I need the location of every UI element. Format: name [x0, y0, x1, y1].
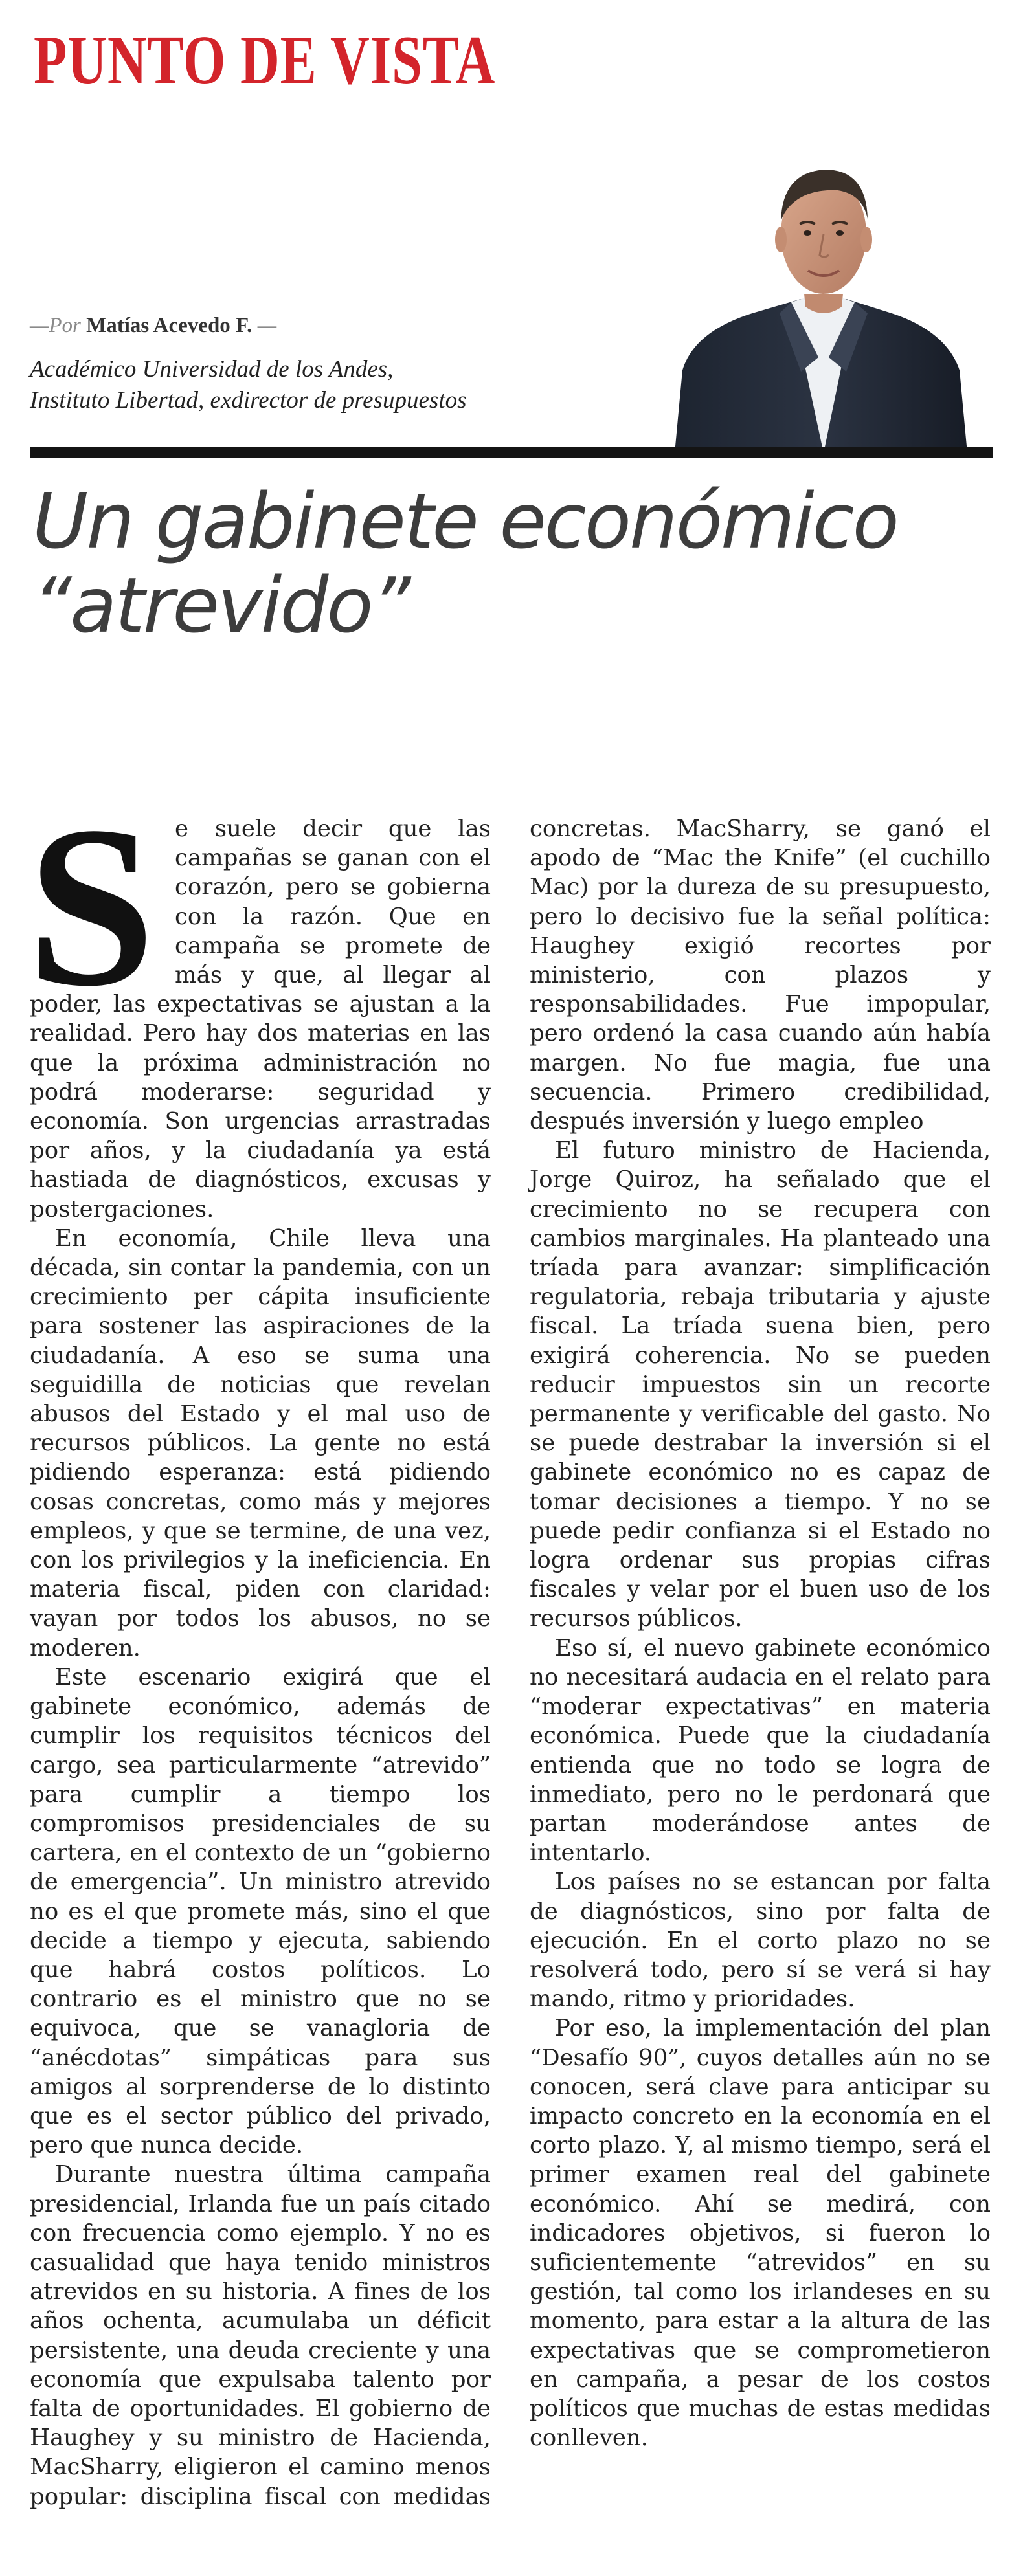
byline	[30, 314, 276, 338]
author-role-line-2: Instituto Libertad, exdirector de presupuestos	[30, 387, 467, 414]
article-body	[27, 779, 991, 2536]
article-paragraph	[27, 779, 491, 1224]
paragraph-text: e suele decir que las campañas se ganan con el corazón, pero se gobierna con la razón. Que en campaña se promete de más y que, al llegar al poder, las expectativas se ajustan a la realidad. Pero hay dos materias en las que la próxima administración no podrá moderarse: seguridad y economía. Son urgencias arrastradas por años, y la ciudadanía ya está hastiada de diagnósticos, excusas y postergaciones.	[30, 816, 491, 1223]
article-paragraph: Eso sí, el nuevo gabinete económico no necesitará audacia en el relato para “moderar expectativas” en materia económica. Puede que la ciudadanía entienda que no todo se logra de inmediato, pero no le perdonará que partan moderándose antes de intentarlo.	[530, 1634, 991, 1867]
article-paragraph: Por eso, la implementación del plan “Desafío 90”, cuyos detalles aún no se conocen, será clave para anticipar su impacto concreto en la economía en el corto plazo. Y, al mismo tiempo, será el primer examen real del gabinete económico. Ahí se medirá, con indicadores objetivos, si fueron lo suficientemente “atrevidos” en su gestión, tal como los irlandeses en su momento, para estar a la altura de las expectativas que se comprometieron en campaña, a pesar de los costos políticos que muchas de estas medidas conlleven.	[530, 2015, 991, 2452]
byline-dash-left: —	[30, 314, 49, 337]
author-portrait	[668, 144, 972, 453]
headline-line-2: “atrevido”	[32, 561, 409, 650]
byline-dash-right: —	[252, 314, 277, 337]
byline-prefix: Por	[49, 314, 87, 337]
section-title: PUNTO DE VISTA	[34, 22, 496, 99]
article-paragraph: Este escenario exigirá que el gabinete económico, además de cumplir los requisitos técnicos del cargo, sea particularmente “atrevido” para cumplir a tiempo los compromisos presidenciales de su cartera, en el contexto de un “gobierno de emergencia”. Un ministro atrevido no es el que promete más, sino el que decide a tiempo y ejecuta, sabiendo que habrá costos políticos. Lo contrario es el ministro que no se equivoca, que se vanagloria de “anécdotas” simpáticas para sus amigos al sorprenderse de lo distinto que es el sector público del privado, pero que nunca decide.	[30, 1663, 491, 2159]
author-role-line-1: Académico Universidad de los Andes,	[30, 356, 394, 383]
headline-line-1: Un gabinete económico	[32, 476, 897, 566]
top-rule	[30, 447, 993, 458]
article-paragraph: Durante nuestra última campaña presidencial, Irlanda fue un país citado con frecuencia como ejemplo. Y no es casualidad que haya tenido ministros atrevidos en su historia. A fines de los años ochenta, acumulaba un déficit persistente, una deuda creciente y una economía que expulsaba talento por falta de oportunidades. El gobierno de Haughey y su ministro de Hacienda, MacSharry, eligieron el camino menos popular: disciplina fiscal con medidas concretas. MacSharry, se ganó el apodo de “Mac the Knife” (el cuchillo Mac) por la dureza de su presupuesto, pero lo decisivo fue la señal política: Haughey exigió recortes por ministerio, con plazos y responsabilidades. Fue impopular, pero ordenó la casa cuando aún había margen. No fue magia, fue una secuencia. Primero credibilidad, después inversión y luego empleo	[30, 816, 991, 2510]
author-name: Matías Acevedo F.	[86, 314, 253, 337]
drop-cap: S	[27, 779, 155, 1034]
article-paragraph: El futuro ministro de Hacienda, Jorge Quiroz, ha señalado que el crecimiento no se recupera con cambios marginales. Ha planteado una tríada para avanzar: simplificación regulatoria, rebaja tributaria y ajuste fiscal. La tríada suena bien, pero exigirá coherencia. No se pueden reducir impuestos sin un recorte permanente y verificable del gasto. No se puede destrabar la inversión si el gabinete económico no es capaz de tomar decisiones a tiempo. Y no se puede pedir confianza si el Estado no logra ordenar sus propias cifras fiscales y velar por el buen uso de los recursos públicos.	[530, 1137, 991, 1632]
article-paragraph: En economía, Chile lleva una década, sin contar la pandemia, con un crecimiento per cápita insuficiente para sostener las aspiraciones de la ciudadanía. A eso se suma una seguidilla de noticias que revelan abusos del Estado y el mal uso de recursos públicos. La gente no está pidiendo esperanza: está pidiendo cosas concretas, como más y mejores empleos, y que se termine, de una vez, con los privilegios y la ineficiencia. En materia fiscal, piden con claridad: vayan por todos los abusos, no se moderen.	[30, 1225, 491, 1661]
headline	[32, 476, 897, 650]
article-paragraph: Los países no se estancan por falta de diagnósticos, sino por falta de ejecución. En el corto plazo no se resolverá todo, pero sí se verá si hay mando, ritmo y prioridades.	[530, 1869, 991, 2013]
